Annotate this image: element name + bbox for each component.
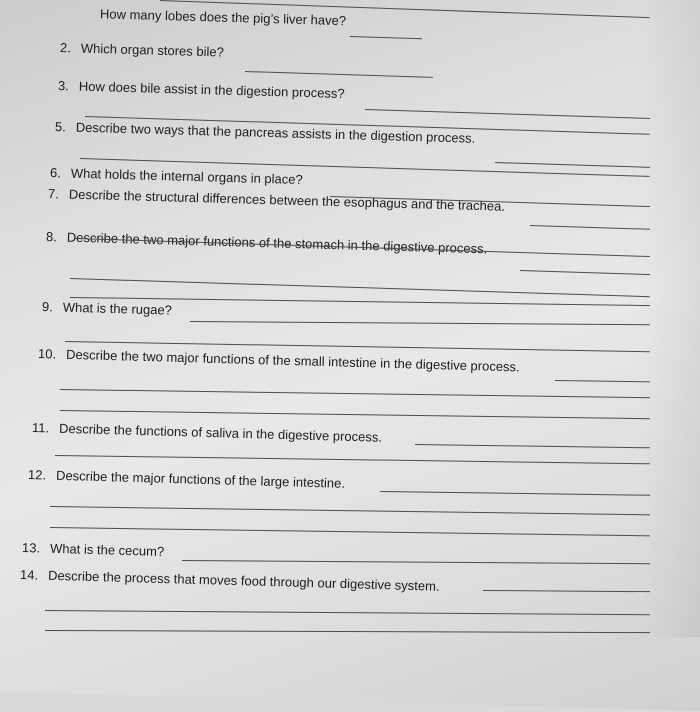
- shadow-overlay: [640, 0, 700, 637]
- question-number: 7.: [47, 186, 60, 202]
- question-number: 5.: [54, 119, 67, 135]
- question-text: Describe the two major functions of the stomach in the digestive process.: [66, 229, 488, 257]
- question-text: Describe the major functions of the large intestine.: [55, 467, 346, 491]
- question-text: How does bile assist in the digestion process?: [78, 78, 345, 102]
- question-text: Describe the two major functions of the small intestine in the digestive process.: [65, 346, 520, 375]
- question-text: How many lobes does the pig’s liver have?: [99, 6, 347, 29]
- question-number: 13.: [21, 540, 41, 556]
- question-text: What holds the internal organs in place?: [70, 165, 303, 188]
- question-number: 9.: [41, 299, 54, 315]
- question-number: 8.: [45, 229, 58, 245]
- question-text: Describe the process that moves food through our digestive system.: [47, 567, 440, 594]
- question-text: Describe the structural differences between the esophagus and the trachea.: [68, 186, 506, 214]
- question-number: 6.: [49, 165, 62, 181]
- question-text: Which organ stores bile?: [80, 40, 225, 60]
- question-text: What is the cecum?: [49, 540, 165, 559]
- question-text: Describe two ways that the pancreas assists in the digestion process.: [75, 119, 476, 146]
- question-number: 3.: [57, 78, 70, 94]
- question-number: 10.: [37, 346, 57, 362]
- question-number: 11.: [31, 420, 50, 436]
- question-number: 12.: [27, 467, 47, 483]
- question-number: 14.: [19, 567, 39, 583]
- question-text: Describe the functions of saliva in the digestive process.: [58, 420, 383, 445]
- question-text: What is the rugae?: [62, 299, 173, 318]
- question-number: 2.: [59, 40, 72, 56]
